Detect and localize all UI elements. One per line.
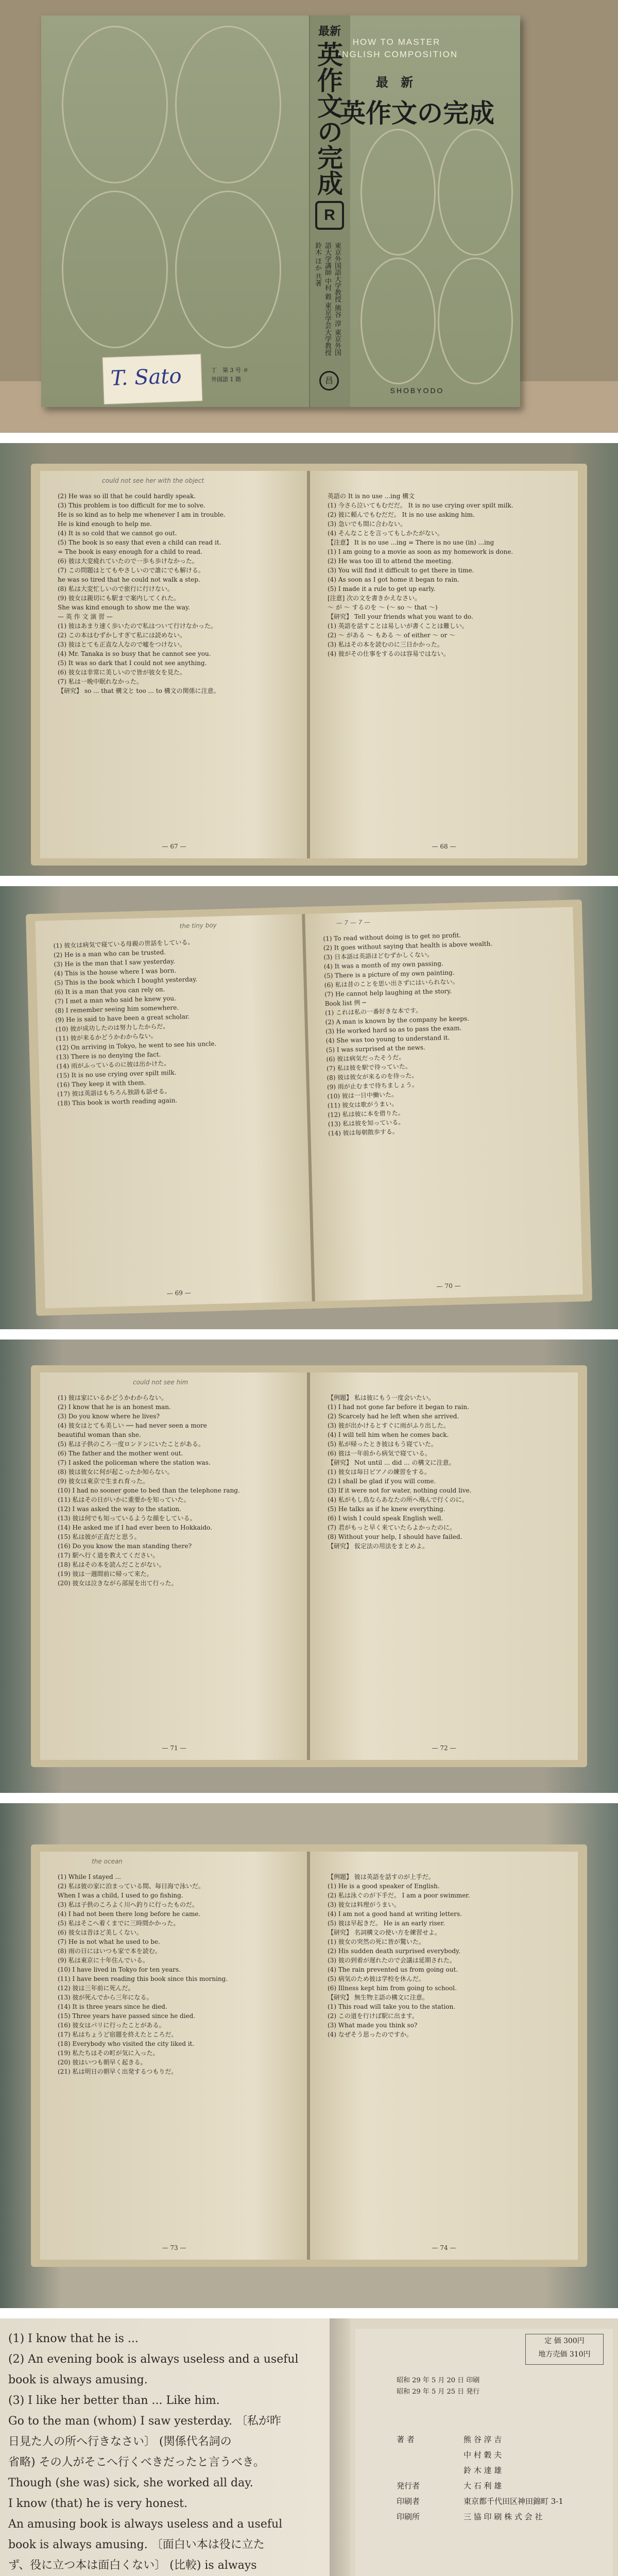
text-line: 英語の It is no use ...ing 構文 (328, 493, 415, 500)
text-line: (7) 君がもっと早く来ていたらよかったのに。 (328, 1524, 456, 1531)
text-line: (11) 彼が来るかどうかわからない。 (56, 1032, 157, 1042)
text-line: (9) 私は東京に十年住んでいる。 (58, 1957, 149, 1964)
text-line: (3) What made you think so? (328, 2022, 418, 2029)
closeup-photo (0, 2318, 618, 2576)
price-label: 定 価 300円 (544, 2337, 585, 2345)
text-line: (8) 彼は彼女に何が起こったか知らない。 (58, 1468, 174, 1476)
open-book (31, 464, 587, 866)
text-line: 省略) その人がそこへ行くべきだったと言うべき。 (8, 2456, 265, 2469)
text-line: (4) This is the house where I was born. (54, 967, 177, 977)
right-page-text (328, 1393, 560, 1551)
text-line: book is always amusing. (8, 2374, 148, 2386)
text-line: (8) 彼は彼女が来るのを待った。 (327, 1072, 418, 1082)
left-page (35, 914, 313, 1308)
text-line: (14) It is three years since he died. (58, 2003, 167, 2010)
text-line: (12) 私は彼に本を借りた。 (328, 1109, 404, 1119)
book-cover (41, 15, 520, 407)
text-line: 【研究】 Tell your friends what you want to do. (328, 613, 473, 620)
text-line: (4) As soon as I got home it began to rain. (328, 576, 459, 583)
pencil-note: the ocean (92, 1858, 123, 1865)
text-line: [注意] 次の文を書きかえなさい。 (328, 595, 421, 602)
text-line: (2) It goes without saying that health is above wealth. (323, 940, 493, 952)
text-line: (1) 今さら泣いてもむだだ。 It is no use crying over spilt milk. (328, 502, 513, 509)
text-line: (20) 彼女は泣きながら部屋を出て行った。 (58, 1580, 178, 1587)
text-line: (3) 急いでも間に合わない。 (328, 520, 406, 528)
swirl-decoration (62, 191, 168, 348)
left-page (40, 1372, 308, 1760)
text-line: 日見た人の所へ行きなさい〕 (関係代名詞の (8, 2435, 232, 2448)
publication-dates (397, 2375, 603, 2398)
text-line: (6) I wish I could speak English well. (328, 1515, 443, 1522)
text-line: (1) 彼はあまり速く歩いたので私はついて行けなかった。 (58, 622, 217, 630)
text-line: Though (she was) sick, she worked all day. (8, 2477, 253, 2489)
text-line: (1) これは私の一番好きな本です。 (325, 1007, 422, 1017)
text-line: (18) This book is worth reading again. (57, 1096, 178, 1107)
text-line: (11) 私はその日がいかに重要かを知っていた。 (58, 1496, 190, 1503)
colophon-role (397, 2447, 443, 2463)
text-line: (4) I had not been there long before he came. (58, 1910, 201, 1918)
text-line: (10) 彼が成功したのは努力したからだ。 (55, 1023, 169, 1033)
colophon-role: 印刷所 (397, 2512, 420, 2521)
left-page-text (58, 1393, 290, 1588)
page-number: — 67 — (162, 843, 186, 850)
text-line: (9) He is said to have been a great scholar. (55, 1013, 190, 1024)
text-line: (17) 私はちょうど宿題を終えたところだ。 (58, 2031, 178, 2038)
owner-name: T. Sato (110, 364, 182, 391)
text-line: (1) He is a good speaker of English. (328, 1883, 440, 1890)
text-line: (18) Everybody who visited the city liked it. (58, 2040, 195, 2047)
last-text-page (0, 2318, 330, 2576)
text-line: (3) This problem is too difficult for me to solve. (58, 502, 205, 509)
text-line: (10) 彼は一日中働いた。 (327, 1091, 398, 1100)
text-line: (6) Illness kept him from going to school. (328, 1985, 457, 1992)
colophon-name: 三 協 印 刷 株 式 会 社 (464, 2512, 543, 2521)
text-line: (2) I know that he is an honest man. (58, 1403, 171, 1411)
text-line: (7) He is not what he used to be. (58, 1938, 160, 1945)
cover-publisher: SHOBYODO (390, 386, 444, 395)
text-line: (16) Do you know the man standing there? (58, 1543, 192, 1550)
text-line: (17) 彼は英語はもちろん独語も話せる。 (57, 1088, 171, 1098)
text-line: (15) It is no use crying over spilt milk. (57, 1069, 177, 1079)
colophon-row (397, 2432, 603, 2447)
text-line: (1) This road will take you to the station. (328, 2003, 456, 2010)
text-line: 【研究】 仮定法の用法をまとめよ。 (328, 1543, 428, 1550)
text-line: (6) 私は昔のことを思い出さずにはいられない。 (324, 978, 459, 989)
text-line: (11) 彼女は歌がうまい。 (327, 1100, 398, 1110)
text-line: (4) I am not a good hand at writing letters. (328, 1910, 462, 1918)
text-line: (4) 彼がその仕事をするのは容易ではない。 (328, 650, 450, 657)
text-line: 【注意】 It is no use ...ing = There is no use (in) ...ing (328, 539, 494, 546)
text-line: (4) She was too young to understand it. (325, 1033, 450, 1045)
text-line: (1) I had not gone far before it began to rain. (328, 1403, 469, 1411)
text-line: (1) To read without doing is to get no profit. (323, 931, 461, 943)
text-line: (5) 彼は早起きだ。 He is an early riser. (328, 1920, 445, 1927)
spread-photo-1 (0, 443, 618, 876)
colophon-name: 熊 谷 淳 吉 (464, 2435, 502, 2444)
text-line: (2) His sudden death surprised everybody. (328, 1947, 461, 1955)
text-line: (4) 私がもし鳥ならあなたの所へ飛んで行くのに。 (328, 1496, 468, 1503)
text-line: (13) 私は彼を知っている。 (328, 1118, 405, 1128)
text-line: (4) The rain prevented us from going out. (328, 1966, 458, 1973)
text-line: (3) Do you know where he lives? (58, 1413, 160, 1420)
text-line: = The book is easy enough for a child to read. (58, 548, 202, 555)
left-page (40, 1852, 308, 2260)
text-line: (2) A man is known by the company he keeps. (325, 1014, 469, 1026)
spread-photo-2 (0, 886, 618, 1329)
text-line: (15) 私は彼が正直だと思う。 (58, 1533, 141, 1540)
page-number: — 68 — (432, 843, 456, 850)
text-line: (14) He asked me if I had ever been to Hokkaido. (58, 1524, 212, 1531)
swirl-decoration (438, 258, 513, 384)
text-line: (14) 雨がふっているのに彼は出かけた。 (56, 1060, 170, 1070)
text-line: (3) He worked hard so as to pass the exam. (325, 1024, 462, 1036)
text-line: (5) He talks as if he knew everything. (328, 1505, 445, 1513)
text-line: (20) 彼はいつも朝早く起きる。 (58, 2059, 147, 2066)
text-line: (5) 私は子供のころ一度ロンドンにいたことがある。 (58, 1440, 204, 1448)
text-line: (6) 彼女は昔ほど美しくない。 (58, 1929, 143, 1936)
text-line: (2) 私は泳ぐのが下手だ。 I am a poor swimmer. (328, 1892, 470, 1899)
colophon-credits (397, 2432, 603, 2524)
swirl-decoration (175, 26, 281, 183)
spine-authors: 東京外国語大学教授 熊谷 淳 東京外国語大学講師 中村 穀 東京学芸大学教授 鈴木 ほか 共著 (314, 242, 341, 356)
right-page-text (328, 492, 560, 658)
text-line: (6) 彼は病気だったそうだ。 (326, 1054, 405, 1063)
text-line: (5) I made it a rule to get up early. (328, 585, 436, 592)
colophon-role: 印刷者 (397, 2497, 420, 2506)
text-line: (2) 彼に頼んでもむだだ。 It is no use asking him. (328, 511, 475, 518)
text-line: (12) I was asked the way to the station. (58, 1505, 181, 1513)
text-line: (7) He cannot help laughing at the story. (324, 987, 452, 998)
right-page-text (328, 1872, 560, 2039)
colophon-row (397, 2463, 603, 2478)
right-page-text (323, 928, 561, 1138)
text-line: (1) 彼女は毎日ピアノの練習をする。 (328, 1468, 431, 1476)
colophon-row (397, 2478, 603, 2494)
text-line: (3) If it were not for water, nothing could live. (328, 1487, 472, 1494)
text-line: (3) He is the man that I saw yesterday. (54, 957, 176, 968)
text-line: I know (that) he is very honest. (8, 2497, 187, 2510)
text-line: 【研究】 Not until ... did ... の構文に注意。 (328, 1459, 455, 1466)
left-page-text (53, 935, 290, 1108)
text-line: (3) 私はその本を読むのに三日かかった。 (328, 641, 443, 648)
text-line: (2) I shall be glad if you will come. (328, 1478, 436, 1485)
owner-label (102, 354, 202, 405)
text-line: (5) 私はそこへ着くまでに三時間かかった。 (58, 1920, 180, 1927)
text-line: (8) Without your help, I should have failed. (328, 1533, 462, 1540)
text-line: (5) The book is so easy that even a child can read it. (58, 539, 221, 546)
spine-subtitle: 最新 (318, 25, 341, 38)
text-line: (7) I met a man who said he knew you. (55, 994, 177, 1005)
text-line: (8) 雨の日にはいつも家で本を読む。 (58, 1947, 161, 1955)
text-line: (14) 彼は毎朝散歩する。 (328, 1128, 399, 1138)
text-line: (3) 彼が出かけるとすぐに雨がふり出した。 (328, 1422, 450, 1429)
text-line: (3) I like her better than ... Like him. (8, 2394, 220, 2407)
right-page (310, 471, 578, 858)
text-line: He is kind enough to help me. (58, 520, 152, 528)
colophon-role: 発行者 (397, 2481, 420, 2490)
text-line: (15) Three years have passed since he died. (58, 2012, 196, 2020)
pencil-note: could not see her with the object (102, 477, 204, 484)
text-line: (7) I asked the policeman where the station was. (58, 1459, 211, 1466)
text-line: (8) 私は大変忙しいので旅行に行けない。 (58, 585, 174, 592)
last-page-text (8, 2329, 317, 2576)
print-date: 昭和 29 年 5 月 20 日 印刷 (397, 2377, 480, 2384)
text-line: (4) Mr. Tanaka is so busy that he cannot see you. (58, 650, 211, 657)
text-line: (21) 私は明日の朝早く出発するつもりだ。 (58, 2068, 178, 2075)
text-line: 【研究】 so ... that 構文と too ... to 構文の関係に注意。 (58, 687, 220, 694)
colophon-name: 東京都千代田区神田錦町 3-1 (464, 2497, 563, 2506)
text-line: (3) 彼の到着が遅れたので会議は延期された。 (328, 1957, 456, 1964)
colophon-name: 大 石 利 雄 (464, 2481, 502, 2490)
spread-photo-3 (0, 1340, 618, 1793)
gutter (330, 2318, 350, 2576)
text-line: (4) なぜそう思ったのですか。 (328, 2031, 413, 2038)
text-line: (2) He was so ill that he could hardly speak. (58, 493, 196, 500)
text-line: (1) 彼女の突然の死に皆が驚いた。 (328, 1938, 425, 1945)
text-line: (10) I have lived in Tokyo for ten years. (58, 1966, 181, 1973)
text-line: (7) 私は一晩中眠れなかった。 (58, 678, 143, 685)
publisher-logo-icon: R (315, 201, 344, 230)
page-number: — 72 — (432, 1744, 456, 1752)
text-line: An amusing book is always useless and a useful (8, 2518, 283, 2531)
text-line: (3) 彼女は料理がうまい。 (328, 1901, 400, 1908)
text-line: (9) 雨が止むまで待ちましょう。 (327, 1081, 418, 1091)
text-line: (2) この本はむずかしすぎて私には読めない。 (58, 632, 186, 639)
colophon-page (355, 2329, 613, 2576)
page-number: — 69 — (166, 1289, 191, 1297)
text-line: (4) It is so cold that we cannot go out. (58, 530, 177, 537)
text-line: (2) Scarcely had he left when she arrived. (328, 1413, 459, 1420)
price-sub: 地方売価 310円 (538, 2350, 591, 2359)
text-line: (1) I am going to a movie as soon as my homework is done. (328, 548, 513, 555)
pencil-note: the tiny boy (179, 921, 217, 930)
text-line: (5) This is the book which I bought yesterday. (54, 975, 198, 987)
text-line: (4) I will tell him when he comes back. (328, 1431, 449, 1438)
text-line: (5) 病気のため彼は学校を休んだ。 (328, 1975, 425, 1982)
cover-photo (0, 0, 618, 433)
open-book (31, 1365, 587, 1767)
text-line: book is always amusing. 〔面白い本は役に立た (8, 2538, 265, 2551)
text-line: (7) 私は彼を駅で待っていた。 (326, 1062, 411, 1073)
text-line: (13) 彼は何でも知っているような顔をしている。 (58, 1515, 196, 1522)
spine-title: 英作文の完成 (313, 41, 344, 196)
text-line: (3) You will find it difficult to get there in time. (328, 567, 474, 574)
right-page (310, 1372, 578, 1760)
colophon-name: 中 村 穀 夫 (464, 2450, 502, 2460)
text-line: (7) この問題はとてもやさしいので誰にでも解ける。 (58, 567, 204, 574)
colophon-role (397, 2463, 443, 2478)
text-line: (6) The father and the mother went out. (58, 1450, 183, 1457)
text-line: (6) 彼女は非常に美しいので皆が彼女を見た。 (58, 669, 186, 676)
page-number: — 74 — (432, 2244, 456, 2251)
text-line: (13) There is no denying the fact. (56, 1050, 161, 1061)
text-line: (8) I remember seeing him somewhere. (55, 1004, 179, 1014)
text-line: (6) 彼は一年前から病気で寝ている。 (328, 1450, 431, 1457)
text-line: 【研究】 名詞構文の使い方を練習せよ。 (328, 1929, 441, 1936)
left-page-text (58, 1872, 290, 2076)
text-line: (4) そんなことを言ってもしかたがない。 (328, 530, 443, 537)
price-box (525, 2334, 604, 2365)
swirl-decoration (438, 129, 513, 256)
text-line: He is so kind as to help me whenever I am in trouble. (58, 511, 226, 518)
text-line: (17) 駅へ行く道を教えてください。 (58, 1552, 159, 1559)
swirl-decoration (175, 191, 281, 348)
swirl-decoration (360, 129, 436, 256)
pencil-note: — 7 — 7 — (336, 918, 371, 927)
text-line: (6) 彼は大変疲れていたので一歩も歩けなかった。 (58, 557, 198, 565)
open-book (26, 900, 592, 1316)
cover-title-jp: 英作文の完成 (340, 98, 494, 128)
colophon-row (397, 2447, 603, 2463)
text-line: (2) An evening book is always useless and a useful (8, 2353, 299, 2366)
text-line: (2) ～ がある ～ もある ～ of either ～ or ～ (328, 632, 456, 639)
colophon-row (397, 2494, 603, 2509)
left-page-text (58, 492, 290, 696)
text-line: (19) 彼は一週間前に帰って来た。 (58, 1570, 153, 1578)
swirl-decoration (62, 26, 168, 183)
library-label: 丁 第 3 号 ＃ 外国語 1 階 (211, 367, 249, 383)
text-line: 【例題】 私は彼にもう一度会いたい。 (328, 1394, 435, 1401)
text-line: (5) I was surprised at the news. (325, 1044, 425, 1054)
swirl-decoration (360, 258, 436, 384)
text-line: (2) 私は彼の家に泊まっている間、毎日海で泳いだ。 (58, 1883, 204, 1890)
text-line: (9) 彼女は東京で生まれ育った。 (58, 1478, 149, 1485)
text-line: ず、役に立つ本は面白くない〕 (比較) is always (8, 2559, 257, 2572)
text-line: (18) 私はその本を読んだことがない。 (58, 1561, 165, 1568)
text-line: (1) 英語を話すことは易しいが書くことは難しい。 (328, 622, 468, 630)
spread-photo-4 (0, 1803, 618, 2308)
issue-date: 昭和 29 年 5 月 25 日 発行 (397, 2388, 480, 2396)
text-line: (1) I know that he is ... (8, 2332, 139, 2345)
text-line: (4) 彼女はとても美しい ── had never seen a more (58, 1422, 207, 1429)
text-line: (9) 彼女は親切にも駅まで案内してくれた。 (58, 595, 180, 602)
text-line: When I was a child, I used to go fishing. (58, 1892, 183, 1899)
text-line: — 英 作 文 演 習 — (58, 613, 113, 620)
cover-title-en: HOW TO MASTER ENGLISH COMPOSITION (335, 37, 458, 59)
text-line: Go to the man (whom) I saw yesterday. 〔私が昨 (8, 2415, 282, 2428)
text-line: (10) I had no sooner gone to bed than the telephone rang. (58, 1487, 240, 1494)
colophon-row (397, 2509, 603, 2524)
text-line: (13) 彼が死んでから三年になる。 (58, 1994, 153, 2001)
text-line: (5) There is a picture of my own painting. (324, 969, 455, 980)
text-line: (4) It was a month of my own passing. (323, 960, 443, 971)
right-page (310, 1852, 578, 2260)
text-line: (19) 私たちはその町が気に入った。 (58, 2049, 159, 2057)
text-line: 【研究】 無生物主語の構文に注意。 (328, 1994, 428, 2001)
text-line: he was so tired that he could not walk a step. (58, 576, 200, 583)
text-line: Book list 例 ─ (324, 999, 366, 1008)
page-number: — 71 — (162, 1744, 186, 1752)
text-line: (5) 私が帰ったとき彼はもう寝ていた。 (328, 1440, 437, 1448)
page-number: — 73 — (162, 2244, 186, 2251)
left-page (40, 471, 308, 858)
text-line: (12) On arriving in Tokyo, he went to see his uncle. (56, 1040, 217, 1052)
text-line: (5) It was so dark that I could not see anything. (58, 659, 207, 667)
spine-seal-icon: 昌 (319, 371, 339, 391)
text-line: (12) 彼は三年前に死んだ。 (58, 1985, 134, 1992)
text-line: (6) It is a man that you can rely on. (54, 986, 165, 996)
pencil-note: could not see him (133, 1379, 188, 1386)
text-line: (1) 彼女は病気で寝ている母親の世話をしている。 (53, 938, 194, 950)
colophon-role: 著 者 (397, 2435, 415, 2444)
colophon-name: 鈴 木 達 雄 (464, 2466, 502, 2475)
text-line: (1) While I stayed ... (58, 1873, 121, 1880)
text-line: (11) I have been reading this book since this morning. (58, 1975, 228, 1982)
right-page (305, 907, 583, 1301)
page-number: — 70 — (436, 1282, 461, 1290)
text-line: beautiful woman than she. (58, 1431, 141, 1438)
text-line: (1) 彼は家にいるかどうかわからない。 (58, 1394, 167, 1401)
text-line: (2) He was too ill to attend the meeting. (328, 557, 453, 565)
cover-front (41, 15, 309, 407)
text-line: (2) He is a man who can be trusted. (53, 948, 166, 959)
text-line: ～ が ～ するのを ～ (〜 so 〜 that 〜) (328, 604, 438, 611)
cover-subtitle-jp: 最 新 (375, 75, 418, 90)
text-line: (3) 彼はとても正直な人なので嘘をつけない。 (58, 641, 186, 648)
text-line: (16) 彼女はパリに行ったことがある。 (58, 2022, 165, 2029)
text-line: (3) 日本語は英語ほどむずかしくない。 (323, 951, 434, 961)
text-line: (16) They keep it with them. (57, 1079, 146, 1089)
text-line: (2) この道を行けば駅に出ます。 (328, 2012, 418, 2020)
text-line: She was kind enough to show me the way. (58, 604, 190, 611)
open-book (31, 1844, 587, 2267)
text-line: 【例題】 彼は英語を話すのが上手だ。 (328, 1873, 435, 1880)
text-line: (3) 私は子供のころよく川へ釣りに行ったものだ。 (58, 1901, 198, 1908)
